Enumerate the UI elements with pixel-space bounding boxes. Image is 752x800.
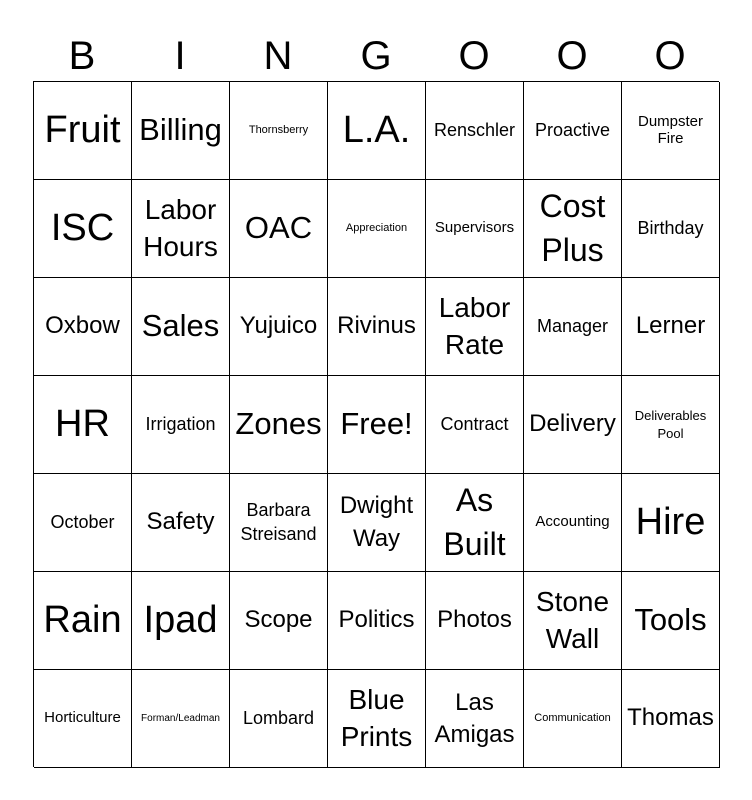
bingo-cell[interactable]: Safety (132, 474, 230, 572)
bingo-cell[interactable]: As Built (426, 474, 524, 572)
bingo-cell[interactable]: Photos (426, 572, 524, 670)
header-letter-o1: O (458, 34, 490, 78)
bingo-cell[interactable]: Cost Plus (524, 180, 622, 278)
bingo-cell[interactable]: L.A. (328, 82, 426, 180)
bingo-cell[interactable]: ISC (34, 180, 132, 278)
bingo-cell[interactable]: Scope (230, 572, 328, 670)
bingo-header (33, 30, 719, 82)
bingo-cell[interactable]: Thornsberry (230, 82, 328, 180)
bingo-cell[interactable]: Dumpster Fire (622, 82, 720, 180)
bingo-cell[interactable]: HR (34, 376, 132, 474)
bingo-cell[interactable]: Oxbow (34, 278, 132, 376)
bingo-cell[interactable]: Blue Prints (328, 670, 426, 768)
header-letter-o2: O (556, 34, 588, 78)
bingo-cell[interactable]: Yujuico (230, 278, 328, 376)
bingo-cell[interactable]: Labor Rate (426, 278, 524, 376)
header-letter-g: G (360, 34, 392, 78)
bingo-cell[interactable]: Tools (622, 572, 720, 670)
bingo-cell[interactable]: Zones (230, 376, 328, 474)
header-letter-i: I (174, 34, 186, 78)
bingo-cell[interactable]: Irrigation (132, 376, 230, 474)
bingo-cell[interactable]: Appreciation (328, 180, 426, 278)
bingo-cell[interactable]: Lerner (622, 278, 720, 376)
bingo-cell[interactable]: Billing (132, 82, 230, 180)
bingo-cell free-space[interactable]: Free! (328, 376, 426, 474)
bingo-cell[interactable]: Labor Hours (132, 180, 230, 278)
bingo-cell[interactable]: October (34, 474, 132, 572)
bingo-cell[interactable]: Deliverables Pool (622, 376, 720, 474)
bingo-cell[interactable]: Dwight Way (328, 474, 426, 572)
bingo-cell[interactable]: Thomas (622, 670, 720, 768)
bingo-cell[interactable]: Politics (328, 572, 426, 670)
bingo-grid (33, 81, 719, 767)
header-letter-b: B (68, 34, 96, 78)
bingo-cell[interactable]: Rivinus (328, 278, 426, 376)
bingo-cell[interactable]: Horticulture (34, 670, 132, 768)
bingo-cell[interactable]: Sales (132, 278, 230, 376)
bingo-cell[interactable]: Barbara Streisand (230, 474, 328, 572)
bingo-cell[interactable]: Stone Wall (524, 572, 622, 670)
header-letter-n: N (263, 34, 293, 78)
bingo-cell[interactable]: Fruit (34, 82, 132, 180)
header-letter-o3: O (654, 34, 686, 78)
bingo-cell[interactable]: Accounting (524, 474, 622, 572)
bingo-cell[interactable]: Lombard (230, 670, 328, 768)
bingo-cell[interactable]: Communication (524, 670, 622, 768)
bingo-cell[interactable]: Birthday (622, 180, 720, 278)
bingo-cell[interactable]: Delivery (524, 376, 622, 474)
bingo-cell[interactable]: Supervisors (426, 180, 524, 278)
bingo-cell[interactable]: Hire (622, 474, 720, 572)
bingo-cell[interactable]: Ipad (132, 572, 230, 670)
bingo-cell[interactable]: Rain (34, 572, 132, 670)
bingo-cell[interactable]: OAC (230, 180, 328, 278)
bingo-cell[interactable]: Renschler (426, 82, 524, 180)
bingo-cell[interactable]: Las Amigas (426, 670, 524, 768)
bingo-cell[interactable]: Manager (524, 278, 622, 376)
bingo-cell[interactable]: Contract (426, 376, 524, 474)
bingo-cell[interactable]: Forman/Leadman (132, 670, 230, 768)
bingo-cell[interactable]: Proactive (524, 82, 622, 180)
